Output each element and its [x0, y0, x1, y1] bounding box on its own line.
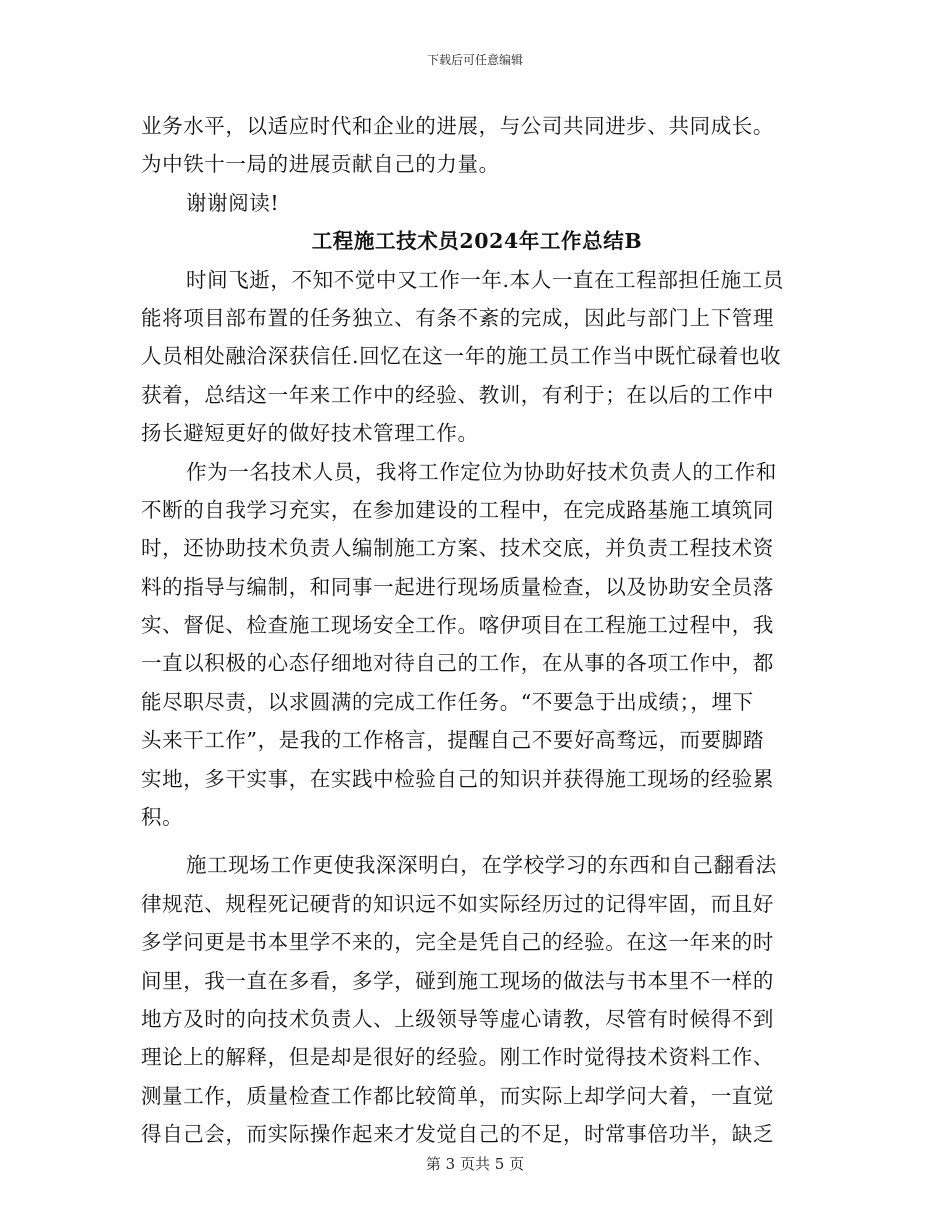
paragraph-3-line: 多学问更是书本里学不来的，完全是凭自己的经验。在这一年来的时: [141, 930, 774, 955]
paragraph-3-line: 施工现场工作更使我深深明白，在学校学习的东西和自己翻看法: [186, 853, 777, 878]
paragraph-3-line: 测量工作，质量检查工作都比较简单，而实际上却学问大着，一直觉: [141, 1083, 774, 1108]
paragraph-1-line: 人员相处融洽深获信任.回忆在这一年的施工员工作当中既忙碌着也收: [141, 344, 782, 369]
paragraph-3-line: 间里，我一直在多看，多学，碰到施工现场的做法与书本里不一样的: [141, 968, 774, 993]
paragraph-1-line: 时间飞逝，不知不觉中又工作一年.本人一直在工程部担任施工员: [186, 267, 784, 292]
document-title: 工程施工技术员2024年工作总结B: [311, 229, 643, 254]
paragraph-1-line: 获着，总结这一年来工作中的经验、教训，有利于；在以后的工作中: [141, 382, 774, 407]
text-line: 为中铁十一局的进展贡献自己的力量。: [141, 152, 500, 177]
paragraph-3-line: 地方及时的向技术负责人、上级领导等虚心请教，尽管有时候得不到: [141, 1006, 774, 1031]
paragraph-2-line: 能尽职尽责，以求圆满的完成工作任务。“不要急于出成绩；，埋下: [141, 689, 754, 714]
paragraph-1-line: 能将项目部布置的任务独立、有条不紊的完成，因此与部门上下管理: [141, 305, 774, 330]
paragraph-2-line: 作为一名技术人员，我将工作定位为协助好技术负责人的工作和: [186, 459, 777, 484]
page-header-note: 下载后可任意编辑: [426, 53, 523, 67]
document-body: [141, 107, 813, 1154]
paragraph-2-line: 头来干工作”，是我的工作格言，提醒自己不要好高骛远，而要脚踏: [141, 728, 764, 753]
paragraph-1-line: 扬长避短更好的做好技术管理工作。: [141, 421, 479, 446]
page-number-footer: 第 3 页共 5 页: [425, 1155, 525, 1173]
paragraph-2-line: 不断的自我学习充实，在参加建设的工程中，在完成路基施工填筑同: [141, 497, 774, 522]
paragraph-2-line: 积。: [141, 805, 184, 830]
paragraph-2-line: 实地，多干实事，在实践中检验自己的知识并获得施工现场的经验累: [141, 766, 774, 791]
paragraph-3-line: 理论上的解释，但是却是很好的经验。刚工作时觉得技术资料工作、: [141, 1045, 774, 1070]
paragraph-2-line: 实、督促、检查施工现场安全工作。喀伊项目在工程施工过程中，我: [141, 613, 774, 638]
thanks-line: 谢谢阅读!: [186, 190, 280, 215]
paragraph-2-line: 料的指导与编制，和同事一起进行现场质量检查，以及协助安全员落: [141, 574, 774, 599]
text-line: 业务水平，以适应时代和企业的进展，与公司共同进步、共同成长。: [141, 114, 774, 138]
paragraph-2-line: 时，还协助技术负责人编制施工方案、技术交底，并负责工程技术资: [141, 536, 774, 561]
paragraph-2-line: 一直以积极的心态仔细地对待自己的工作，在从事的各项工作中，都: [141, 651, 774, 676]
paragraph-3-line: 律规范、规程死记硬背的知识远不如实际经历过的记得牢固，而且好: [141, 891, 774, 916]
paragraph-3-line: 得自己会，而实际操作起来才发觉自己的不足，时常事倍功半，缺乏: [141, 1122, 774, 1147]
